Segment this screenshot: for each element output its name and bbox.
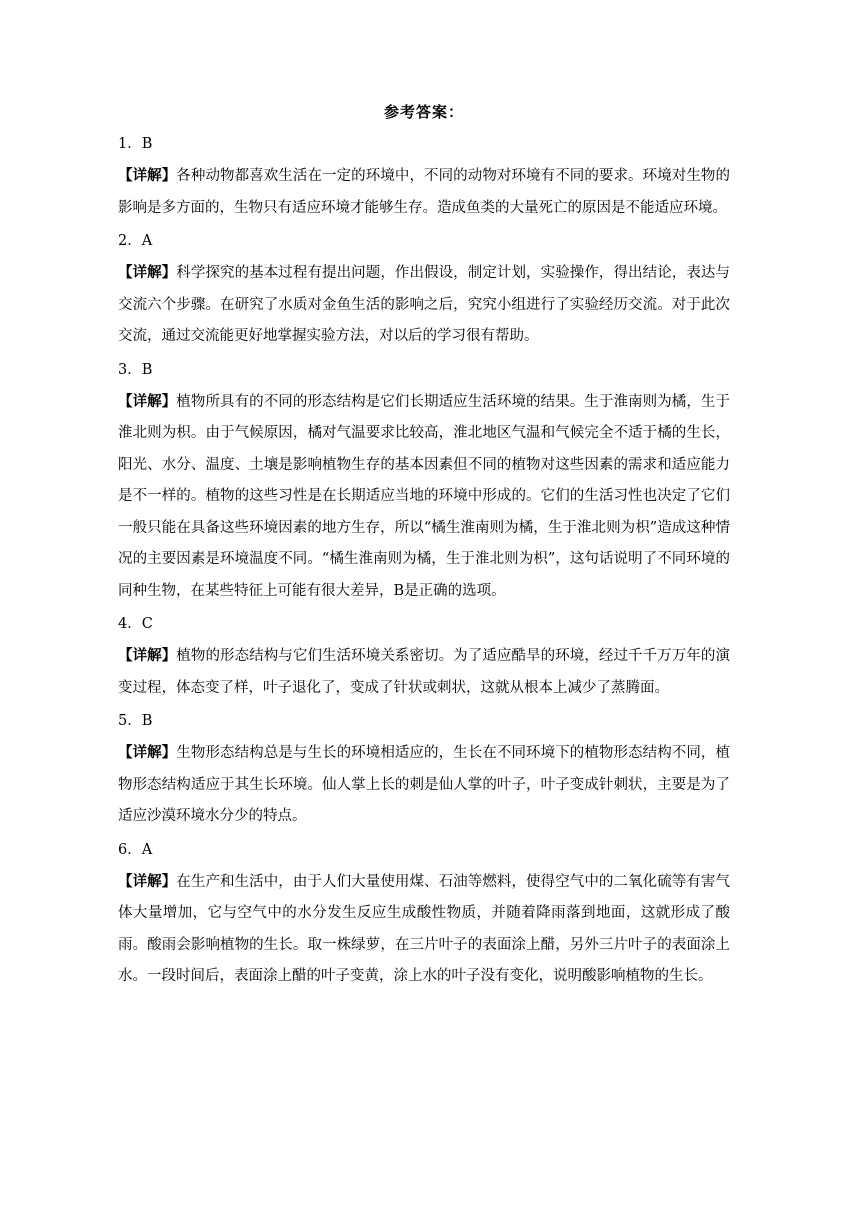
explanation-text: 生物形态结构总是与生长的环境相适应的，生长在不同环境下的植物形态结构不同，植物形态结构适应于其生长环境。仙人掌上长的刺是仙人掌的叶子，叶子变成针刺状，主要是为了适应沙漠环境水分少的特点。 bbox=[118, 745, 731, 824]
answer-2-number: 2．A bbox=[118, 233, 153, 249]
answer-3-number: 3．B bbox=[118, 361, 153, 378]
answer-1-explanation bbox=[118, 160, 730, 224]
explanation-text: 植物的形态结构与它们生活环境关系密切。为了适应酷旱的环境，经过千千万万年的演变过程，体态变了样，叶子退化了，变成了针状或刺状，这就从根本上减少了蒸腾面。 bbox=[118, 648, 731, 696]
answer-5-explanation bbox=[118, 737, 730, 833]
answer-4-explanation bbox=[118, 640, 730, 704]
explanation-text: 科学探究的基本过程有提出问题，作出假设，制定计划，实验操作，得出结论，表达与交流六个步骤。在研究了水质对金鱼生活的影响之后，究究小组进行了实验经历交流。对于此次交流，通过交流能更好地掌握实验方法，对以后的学习很有帮助。 bbox=[118, 265, 731, 344]
answer-2-explanation bbox=[118, 257, 730, 353]
detail-tag: 【详解】 bbox=[118, 392, 177, 410]
detail-tag: 【详解】 bbox=[118, 264, 177, 281]
explanation-text: 植物所具有的不同的形态结构是它们长期适应生活环境的结果。生于淮南则为橘，生于淮北则为枳。由于气候原因，橘对气温要求比较高，淮北地区气温和气候完全不适于橘的生长，阳光、水分、温度、土壤是影响植物生存的基本因素但不同的植物对这些因素的需求和适应能力是不一样的。植物的这些习性是在长期适应当地的环境中形成的。它们的生活习性也决定了它们一般只能在具备这些环境因素的地方生存，所以“橘生淮南则为橘，生于淮北则为枳”造成这种情况的主要因素是环境温度不同。“橘生淮南则为橘，生于淮北则为枳”，这句话说明了不同环境的同种生物，在某些特征上可能有很大差异，B是正确的选项。 bbox=[118, 393, 731, 599]
answer-sheet bbox=[118, 102, 730, 1000]
detail-tag: 【详解】 bbox=[118, 744, 177, 761]
answer-6-number: 6．A bbox=[118, 841, 153, 858]
detail-tag: 【详解】 bbox=[118, 647, 177, 664]
answer-6-explanation bbox=[118, 866, 730, 993]
answer-4-number: 4．C bbox=[118, 616, 153, 632]
detail-tag: 【详解】 bbox=[118, 872, 177, 890]
explanation-text: 在生产和生活中，由于人们大量使用煤、石油等燃料，使得空气中的二氧化硫等有害气体大量增加，它与空气中的水分发生反应生成酸性物质，并随着降雨落到地面，这就形成了酸雨。酸雨会影响植物的生长。取一株绿萝，在三片叶子的表面涂上醋，另外三片叶子的表面涂上水。一段时间后，表面涂上醋的叶子变黄，涂上水的叶子没有变化，说明酸影响植物的生长。 bbox=[118, 873, 731, 984]
detail-tag: 【详解】 bbox=[118, 167, 177, 184]
answer-1-number: 1．B bbox=[118, 136, 153, 152]
answer-3-explanation bbox=[118, 386, 730, 608]
explanation-text: 各种动物都喜欢生活在一定的环境中，不同的动物对环境有不同的要求。环境对生物的影响是多方面的，生物只有适应环境才能够生存。造成鱼类的大量死亡的原因是不能适应环境。 bbox=[118, 168, 731, 216]
page-title: 参考答案： bbox=[383, 103, 464, 121]
answer-5-number: 5．B bbox=[118, 713, 153, 729]
